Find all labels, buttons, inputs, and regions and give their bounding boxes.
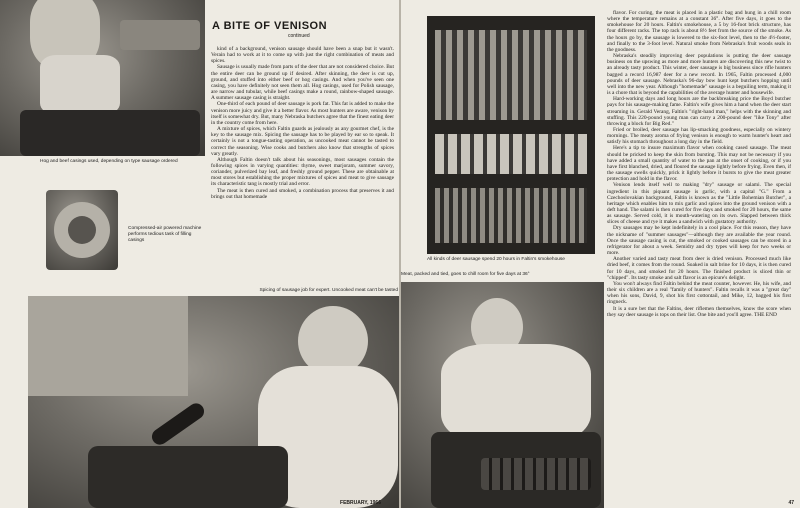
smokehouse-photo-caption: All kinds of deer sausage spend 20 hours in Faltin's smokehouse	[427, 257, 565, 262]
paragraph: Venison lends itself well to making "dry" sausage or salami. The special ingredient in this piquant sausage is garlic, with a capital "G." From a Czechoslovakian background, Faltin is known as the "Little Bohemian Butcher", a heritage which enables him to mix garlic and spices into the ground venison with a deft hand. The salami is then cured for five days and smoked for 20 hours, the same as sausage. Served cold, it is mouth-watering on its own. Slapped between thick slices of cheese and rye it makes a sandwich with gustatory authority.	[607, 182, 791, 226]
issue-date: FEBRUARY, 1966	[340, 500, 381, 506]
bottom-right-photo-caption: Meat, packed and tied, goes to chill room for five days at 36°	[401, 272, 530, 277]
paragraph: It is a sure bet that the Faltins, deer riflemen themselves, know the score when they say deer sausage is tops on their list. One bite and you'll agree. THE END	[607, 305, 791, 318]
paragraph: You won't always find Faltin behind the meat counter, however. He, his wife, and their six children are a real "family of hunters". Faltin recalls it was a "great day" when his sons, David, 9, shot his first cottontail, and Mike, 12, bagged his first ringneck.	[607, 280, 791, 306]
article-title: A BITE OF VENISON	[212, 20, 328, 32]
paragraph: One-third of each pound of deer sausage is pork fat. This fat is added to make the venison more juicy and give it a better flavor. As most hunters are aware, venison by itself is somewhat dry. But, many Nebraska butchers agree that the finest eating deer in the country come from here.	[211, 101, 394, 126]
packed-meat-photo	[401, 282, 604, 508]
paragraph: Sausage is usually made from parts of the deer that are not considered choice. But the entire deer can be ground up if desired. After skinning, the deer is cut up, ground, and stuffed into either beef or hog casings. And when you've seen one casing, you have definitely not seen them all. Hog casings, used for Polish sausage, are narrow and tubular, while beef casings make a round, rainbow-shaped sausage. A summer sausage casing is straight.	[211, 64, 394, 102]
left-page	[0, 0, 399, 508]
stuffing-machine-photo	[46, 190, 118, 270]
paragraph: kind of a background, venison sausage should have been a snap but it wasn't. Verain had to work at it to come up with just the right combination of meats and spices.	[211, 46, 394, 65]
top-photo-caption: Hog and beef casings used, depending on type sausage ordered	[40, 159, 178, 164]
paragraph: Fried or broiled, deer sausage has lip-smacking goodness, especially on wintery mornings. The meaty aroma of frying venison is enough to warm hunter's heart and satisfy his stomach throughout a long day in the field.	[607, 126, 791, 146]
spicing-butcher-photo	[28, 296, 399, 508]
right-page	[401, 0, 800, 508]
right-text-column	[607, 10, 791, 498]
paragraph: flavor. For curing, the meat is placed in a plastic bag and hung in a chill room where the temperature remains at a constant 36°. After five days, it goes to the smokehouse for 20 hours. Faltin's smokehouse, a 5 by 16-foot brick structure, has four different racks. The top rack is about 8½ feet from the source of the smoke. As the hours go by, the sausage is lowered to the six-foot level, then to the 4½-footer, and finally to the 3-foot level. Natural smoke from Nebraska's fruit woods seals in the goodness.	[607, 10, 791, 53]
paragraph: A mixture of spices, which Faltin guards as jealously as any gourmet chef, is the key to the sausage mix. Spicing the sausage has to be played by ear so to speak. It certainly is not a tongue-tasting operation, as uncooked meat cannot be tasted to correct the seasoning. Wise cooks and butchers also know that strengths of spices vary greatly.	[211, 126, 394, 157]
butcher-casings-photo	[0, 0, 205, 156]
paragraph: Here's a tip to insure maximum flavor when cooking cased sausage. The meat should be pricked to keep the skin from bursting. This may not be necessary if you have added a small quantity of water to the pan at the onset of cooking, or if you have first blanched, dried, and floured the sausage lightly before frying. Even then, if the sausage swells quickly, prick it lightly before it bursts to give the meat greater protection and hold in the flavor.	[607, 145, 791, 183]
paragraph: Nebraska's steadily improving deer populations is putting the deer sausage business on the upswing as more and more hunters are discovering this new twist to an already tasty product. This winter, deer sausage is big business since rifle hunters bagged a record 16,987 deer for a new record. In 1965, Faltin processed 4,000 pounds of deer sausage. Nebraska's 96-day bow hunt kept butchers hopping until well into the new year. Although "homemade" sausage is a beguiling term, making it is a chore that is beyond the capabilities of the average hunter and housewife.	[607, 53, 791, 97]
paragraph: Hard-working days and long hours are the backbreaking price the Boyd butcher pays for his sausage-making fame. Faltin's wife gives him a hand when the deer start streaming in. Gerald Verang, Faltin's "right-hand man," helps with the skinning and stuffing. This 220-pound young man can carry a 200-pound deer "like Tony" after throwing a block for Big Red."	[607, 96, 791, 127]
article-subtitle: continued	[288, 33, 310, 39]
smokehouse-photo	[427, 16, 595, 254]
page-number: 47	[788, 500, 794, 506]
bottom-photo-caption: Spicing of sausage job for expert. Uncooked meat can't be tasted	[259, 288, 398, 293]
paragraph: Another varied and tasty meat from deer is dried venison. Processed much like dried beef, it comes from the round. Soaked in salt brine for 10 days, it is then cured for 10 days, and smoked for 20 hours. The finished product is sliced thin or "chipped". Its tasty smoke and salt flavor is an epicure's delight.	[607, 256, 791, 281]
paragraph: The meat is then cured and smoked, a combination process that preserves it and brings out that homemade	[211, 187, 394, 200]
left-text-column	[211, 46, 394, 284]
paragraph: Although Faltin doesn't talk about his seasonings, most sausages contain the following spices in varying quantities: thyme, sweet marjoram, summer savory, coriander, pulverized bay leaf, and freshly ground pepper. These are obtainable at most stores but establishing the proper mixtures of spices and meat to give sausage its characteristic tang is mostly trial and error.	[211, 156, 394, 188]
machine-photo-caption: Compressed-air powered machine performs tedious task of filling casings	[128, 226, 202, 243]
paragraph: Dry sausages may be kept indefinitely in a cool place. For this reason, they have the nickname of "summer sausages"—although they are available the year round. Once the sausage casing is cut, the smoked or cooked sausages can be stored in a refrigerator for about a week. Semidry and dry types will keep for two weeks or more.	[607, 225, 791, 257]
